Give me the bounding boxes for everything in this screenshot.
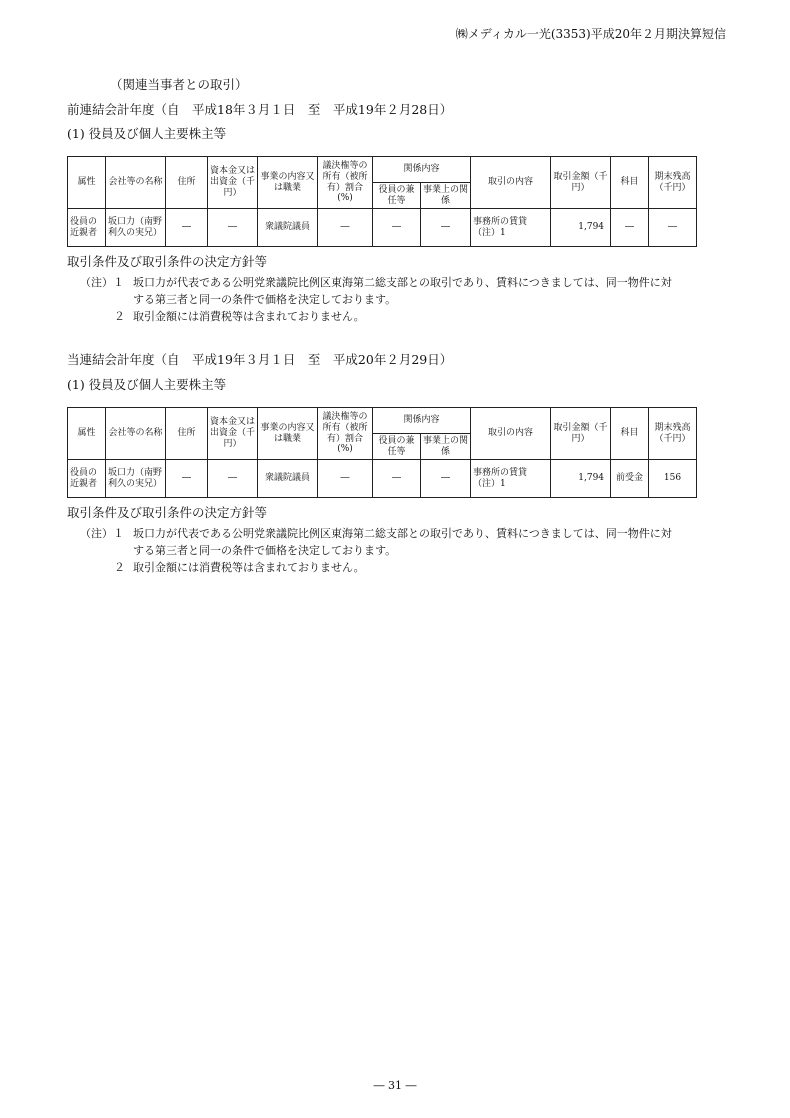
- header-concurrent: 役員の兼任等: [373, 434, 421, 460]
- table-row: [68, 209, 697, 247]
- cell-capital: ―: [208, 209, 258, 247]
- current-note1-line1: 坂口力が代表である公明党衆議院比例区東海第二総支部との取引であり、賃料につきましては、同一物件に対: [133, 527, 672, 540]
- cell-attribute: 役員の近親者: [68, 460, 106, 498]
- previous-note2: 取引金額には消費税等は含まれておりません。: [133, 310, 365, 323]
- current-note1-label: （注）１: [80, 527, 124, 540]
- cell-transaction: 事務所の賃貸（注）1: [471, 209, 551, 247]
- cell-attribute: 役員の近親者: [68, 209, 106, 247]
- header-amount: 取引金額（千円）: [551, 157, 611, 209]
- cell-balance: ―: [649, 209, 697, 247]
- header-address: 住所: [166, 408, 208, 460]
- header-account: 科目: [611, 157, 649, 209]
- previous-transaction-table: [67, 156, 697, 247]
- previous-note1-label: （注）１: [80, 276, 124, 289]
- cell-account: ―: [611, 209, 649, 247]
- previous-period-title: 前連結会計年度（自 平成18年３月１日 至 平成19年２月28日）: [67, 102, 453, 117]
- current-note1-line2: する第三者と同一の条件で価格を決定しております。: [133, 544, 397, 557]
- header-capital: 資本金又は出資金（千円）: [208, 157, 258, 209]
- section-title: （関連当事者との取引）: [110, 77, 248, 92]
- cell-name: 坂口力（南野利久の実兄）: [106, 460, 166, 498]
- current-conditions-title: 取引条件及び取引条件の決定方針等: [67, 505, 268, 520]
- cell-amount: 1,794: [551, 460, 611, 498]
- document-header: ㈱メディカル一光(3353)平成20年２月期決算短信: [455, 27, 726, 41]
- header-balance: 期末残高（千円）: [649, 408, 697, 460]
- cell-concurrent: ―: [373, 209, 421, 247]
- cell-business-relation: ―: [421, 460, 471, 498]
- header-company: 会社等の名称: [106, 408, 166, 460]
- header-business-relation: 事業上の関係: [421, 183, 471, 209]
- cell-name: 坂口力（南野利久の実兄）: [106, 209, 166, 247]
- header-account: 科目: [611, 408, 649, 460]
- cell-transaction: 事務所の賃貸（注）1: [471, 460, 551, 498]
- header-transaction: 取引の内容: [471, 157, 551, 209]
- header-relation: 関係内容: [373, 408, 471, 434]
- cell-concurrent: ―: [373, 460, 421, 498]
- header-business: 事業の内容又は職業: [258, 408, 318, 460]
- header-balance: 期末残高（千円）: [649, 157, 697, 209]
- cell-business-relation: ―: [421, 209, 471, 247]
- cell-business: 衆議院議員: [258, 209, 318, 247]
- previous-subtitle: (1) 役員及び個人主要株主等: [67, 126, 227, 141]
- header-capital: 資本金又は出資金（千円）: [208, 408, 258, 460]
- header-relation: 関係内容: [373, 157, 471, 183]
- previous-conditions-title: 取引条件及び取引条件の決定方針等: [67, 254, 268, 269]
- previous-note1-line1: 坂口力が代表である公明党衆議院比例区東海第二総支部との取引であり、賃料につきましては、同一物件に対: [133, 276, 672, 289]
- current-transaction-table: [67, 407, 697, 498]
- previous-note1-line2: する第三者と同一の条件で価格を決定しております。: [133, 293, 397, 306]
- cell-address: ―: [166, 460, 208, 498]
- header-voting: 議決権等の所有（被所有）割合(%): [318, 408, 373, 460]
- header-business-relation: 事業上の関係: [421, 434, 471, 460]
- header-attribute: 属性: [68, 157, 106, 209]
- cell-address: ―: [166, 209, 208, 247]
- page-number: ― 31 ―: [373, 1079, 417, 1092]
- current-subtitle: (1) 役員及び個人主要株主等: [67, 377, 227, 392]
- cell-business: 衆議院議員: [258, 460, 318, 498]
- header-attribute: 属性: [68, 408, 106, 460]
- cell-account: 前受金: [611, 460, 649, 498]
- current-period-title: 当連結会計年度（自 平成19年３月１日 至 平成20年２月29日）: [67, 352, 453, 367]
- header-address: 住所: [166, 157, 208, 209]
- cell-voting: ―: [318, 460, 373, 498]
- cell-voting: ―: [318, 209, 373, 247]
- header-concurrent: 役員の兼任等: [373, 183, 421, 209]
- table-row: [68, 460, 697, 498]
- cell-amount: 1,794: [551, 209, 611, 247]
- header-voting: 議決権等の所有（被所有）割合(%): [318, 157, 373, 209]
- current-note2-label: ２: [114, 561, 125, 574]
- header-amount: 取引金額（千円）: [551, 408, 611, 460]
- cell-balance: 156: [649, 460, 697, 498]
- header-transaction: 取引の内容: [471, 408, 551, 460]
- previous-note2-label: ２: [114, 310, 125, 323]
- header-business: 事業の内容又は職業: [258, 157, 318, 209]
- current-note2: 取引金額には消費税等は含まれておりません。: [133, 561, 365, 574]
- cell-capital: ―: [208, 460, 258, 498]
- header-company: 会社等の名称: [106, 157, 166, 209]
